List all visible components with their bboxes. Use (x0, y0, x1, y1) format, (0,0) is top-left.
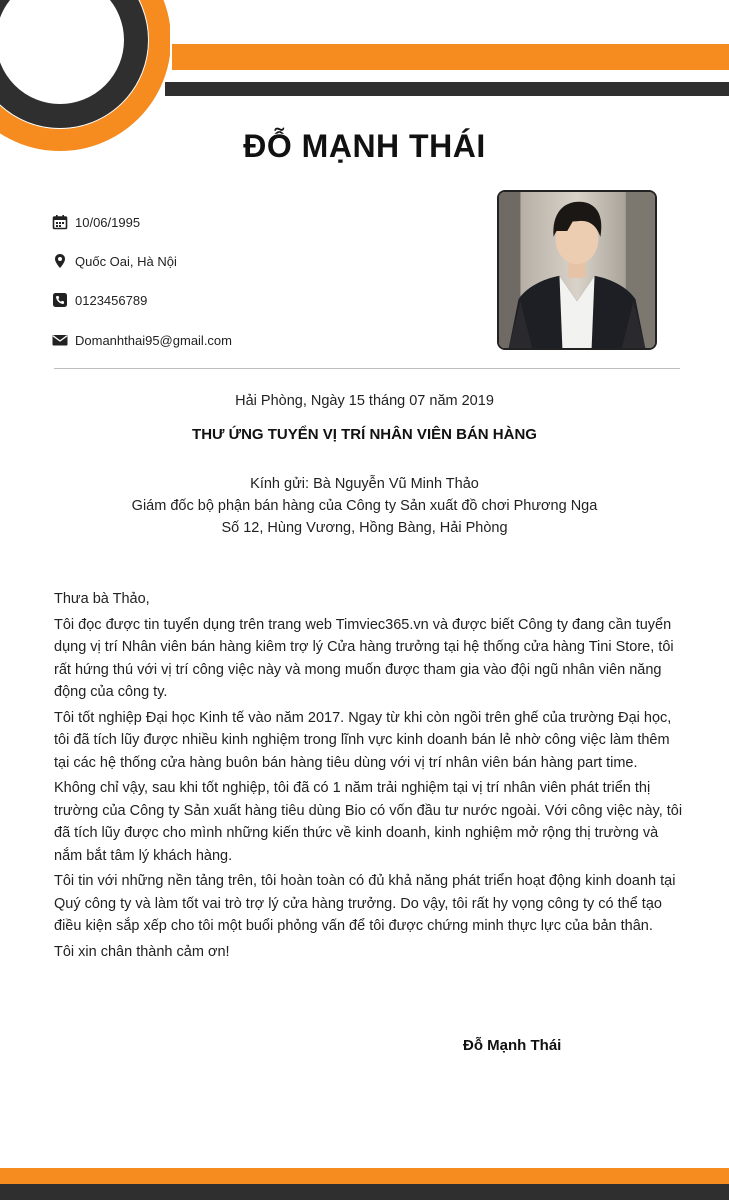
contact-phone (52, 292, 147, 308)
email-text[interactable]: Domanhthai95@gmail.com (75, 332, 232, 348)
phone-icon (52, 292, 68, 308)
footer-accent-bar (0, 1168, 729, 1184)
recipient-line-2: Giám đốc bộ phận bán hàng của Công ty Sản xuất đồ chơi Phương Nga (131, 498, 598, 514)
phone-text: 0123456789 (75, 292, 148, 308)
recipient-line-1: Kính gửi: Bà Nguyễn Vũ Minh Thảo (250, 476, 479, 492)
signature-name: Đỗ Mạnh Thái (463, 1037, 562, 1054)
header-dark-bar (165, 82, 729, 96)
envelope-icon (52, 332, 68, 348)
contact-email[interactable] (52, 332, 232, 348)
greeting: Thưa bà Thảo, (54, 591, 150, 607)
contact-birthdate (52, 214, 140, 230)
location-pin-icon (52, 253, 68, 269)
paragraph-3: Không chỉ vậy, sau khi tốt nghiệp, tôi đã có 1 năm trải nghiệm tại vị trí nhân viên phát triển thị trường của Công ty Sản xuất hàng tiêu dùng Bio có vốn đầu tư nước ngoài. Với công việc này, tôi đã tích lũy được cho mình những kiến thức về kinh doanh, kinh nghiệm mở rộng thị trường và nắm bắt tâm lý khách hàng. (54, 780, 683, 864)
paragraph-1: Tôi đọc được tin tuyển dụng trên trang web Timviec365.vn và được biết Công ty đang cần tuyển dụng vị trí Nhân viên bán hàng kiêm trợ lý Cửa hàng trưởng tại hệ thống cửa hàng Tini Store, tôi rất hứng thú với vị trí công việc này và mong muốn được tham gia vào đội ngũ nhân viên năng động của công ty. (54, 616, 674, 700)
letter-title: THƯ ỨNG TUYỂN VỊ TRÍ NHÂN VIÊN BÁN HÀNG (192, 426, 537, 443)
letter-body (54, 588, 684, 966)
place-date: Hải Phòng, Ngày 15 tháng 07 năm 2019 (235, 393, 494, 409)
section-divider (54, 368, 680, 369)
contact-address (52, 253, 177, 269)
paragraph-2: Tôi tốt nghiệp Đại học Kinh tế vào năm 2017. Ngay từ khi còn ngồi trên ghế của trường Đại học, tôi đã tích lũy được nhiều kinh nghiệm trong lĩnh vực kinh doanh bán lẻ nhờ công việc làm thêm tại các hệ thống cửa hàng buôn bán hàng tiêu dùng với vị trí nhân viên bán hàng part time. (54, 709, 672, 771)
closing: Tôi xin chân thành cảm ơn! (54, 943, 230, 960)
applicant-name: ĐỖ MẠNH THÁI (243, 128, 486, 164)
address-text: Quốc Oai, Hà Nội (75, 253, 177, 269)
recipient-line-3: Số 12, Hùng Vương, Hồng Bàng, Hải Phòng (221, 520, 508, 536)
profile-photo (497, 190, 657, 350)
birthdate-text: 10/06/1995 (75, 214, 141, 230)
paragraph-4: Tôi tin với những nền tảng trên, tôi hoàn toàn có đủ khả năng phát triển hoạt động kinh doanh tại Quý công ty và làm tốt vai trò trợ lý cửa hàng trưởng. Do vậy, tôi rất hy vọng công ty có thể tạo điều kiện sắp xếp cho tôi một buổi phỏng vấn để tôi được chứng minh thực lực của bản thân. (54, 873, 676, 934)
header-accent-bar (172, 44, 729, 70)
calendar-icon (52, 214, 68, 230)
footer-dark-bar (0, 1184, 729, 1200)
